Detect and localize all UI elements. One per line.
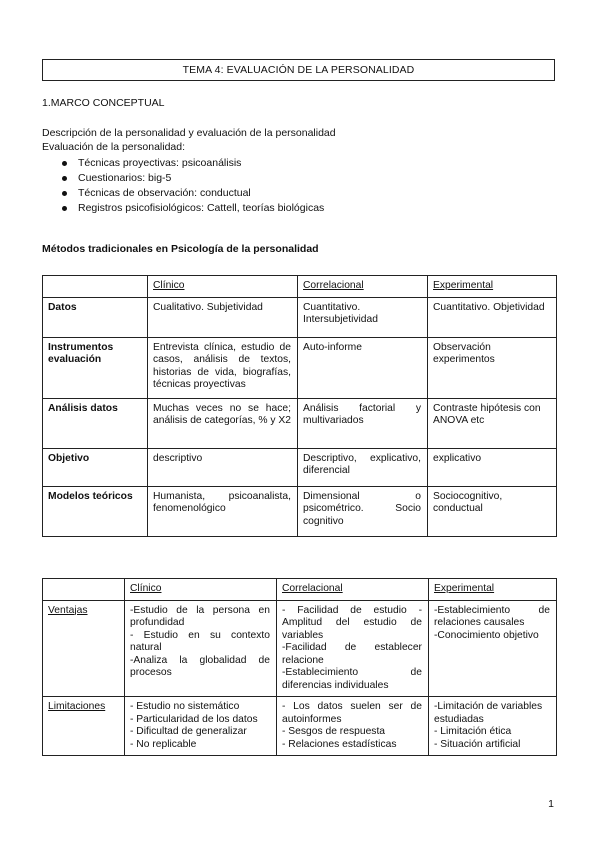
table-cell: Cuantitativo. Intersubjetividad <box>298 297 428 337</box>
table-header-cell: Correlacional <box>277 579 429 601</box>
description <box>42 127 336 154</box>
table-row <box>43 337 557 398</box>
table-cell: Entrevista clínica, estudio de casos, análisis de textos, historias de vida, biografías, técnicas proyectivas <box>148 337 298 398</box>
cell-line: - Relaciones estadísticas <box>282 738 397 750</box>
table-cell: Descriptivo, explicativo, diferencial <box>298 448 428 486</box>
table-cell: Cuantitativo. Objetividad <box>428 297 557 337</box>
page-number: 1 <box>548 798 554 810</box>
cell-line: - Limitación ética <box>434 726 512 737</box>
list-item: Técnicas de observación: conductual <box>62 186 324 201</box>
table-header-cell: Clínico <box>125 579 277 601</box>
row-label: Datos <box>43 297 148 337</box>
cell-line: - Dificultad de generalizar <box>130 726 247 737</box>
cell-line: -Facilidad de establecer relacione <box>282 642 422 666</box>
row-label: Ventajas <box>43 600 125 697</box>
cell-line: - Estudio en su contexto natural <box>130 629 270 653</box>
table-header-cell <box>43 276 148 298</box>
row-label: Instrumentos evaluación <box>43 337 148 398</box>
cell-line: -Establecimiento de relaciones causales <box>434 604 550 628</box>
table-header-row <box>43 579 557 601</box>
table-cell: descriptivo <box>148 448 298 486</box>
row-label: Análisis datos <box>43 398 148 448</box>
cell-line: -Conocimiento objetivo <box>434 629 539 641</box>
cell-line: - Situación artificial <box>434 738 521 750</box>
page-title-box <box>42 59 555 81</box>
table-header-cell: Correlacional <box>298 276 428 298</box>
table-row <box>43 697 557 756</box>
methods-heading: Métodos tradicionales en Psicología de la personalidad <box>42 243 319 255</box>
cell-line: - Los datos suelen ser de autoinformes <box>282 701 422 725</box>
list-item: Técnicas proyectivas: psicoanálisis <box>62 156 324 171</box>
table-cell: Muchas veces no se hace; análisis de categorías, % y X2 <box>148 398 298 448</box>
table-cell: Observación experimentos <box>428 337 557 398</box>
table-cell: Contraste hipótesis con ANOVA etc <box>428 398 557 448</box>
table-row <box>43 486 557 536</box>
table-row <box>43 600 557 697</box>
table-header-cell: Experimental <box>429 579 557 601</box>
table-cell <box>277 600 429 697</box>
table-cell: Auto-informe <box>298 337 428 398</box>
cell-line: -Estudio de la persona en profundidad <box>130 604 270 628</box>
cell-line: - Particularidad de los datos <box>130 713 258 725</box>
table-row <box>43 297 557 337</box>
methods-table <box>42 275 557 537</box>
row-label: Objetivo <box>43 448 148 486</box>
cell-line: - Estudio no sistemático <box>130 701 240 712</box>
table-cell <box>429 697 557 756</box>
pros-cons-table <box>42 578 557 756</box>
table-header-cell: Clínico <box>148 276 298 298</box>
cell-line: -Establecimiento de diferencias individuales <box>282 667 422 691</box>
table-header-cell: Experimental <box>428 276 557 298</box>
table-row <box>43 398 557 448</box>
cell-line: - No replicable <box>130 738 197 750</box>
cell-line: - Facilidad de estudio - Amplitud del estudio de variables <box>282 604 422 641</box>
table-cell: Cualitativo. Subjetividad <box>148 297 298 337</box>
row-label: Modelos teóricos <box>43 486 148 536</box>
row-label: Limitaciones <box>43 697 125 756</box>
list-item: Cuestionarios: big-5 <box>62 171 324 186</box>
evaluation-list <box>62 156 324 216</box>
section-heading: 1.MARCO CONCEPTUAL <box>42 97 165 109</box>
table-cell <box>429 600 557 697</box>
table-header-row <box>43 276 557 298</box>
cell-line: - Sesgos de respuesta <box>282 726 386 737</box>
cell-line: -Limitación de variables estudiadas <box>434 701 543 725</box>
table-cell: explicativo <box>428 448 557 486</box>
table-cell: Sociocognitivo, conductual <box>428 486 557 536</box>
table-header-cell <box>43 579 125 601</box>
table-cell <box>125 697 277 756</box>
table-cell <box>277 697 429 756</box>
list-item: Registros psicofisiológicos: Cattell, teorías biológicas <box>62 201 324 216</box>
cell-line: -Analiza la globalidad de procesos <box>130 654 270 678</box>
table-cell <box>125 600 277 697</box>
table-cell: Dimensional o psicométrico. Socio cognitivo <box>298 486 428 536</box>
table-row <box>43 448 557 486</box>
description-line: Descripción de la personalidad y evaluación de la personalidad <box>42 127 336 139</box>
table-cell: Análisis factorial y multivariados <box>298 398 428 448</box>
page-title: TEMA 4: EVALUACIÓN DE LA PERSONALIDAD <box>182 64 415 76</box>
table-cell: Humanista, psicoanalista, fenomenológico <box>148 486 298 536</box>
description-line: Evaluación de la personalidad: <box>42 140 186 153</box>
